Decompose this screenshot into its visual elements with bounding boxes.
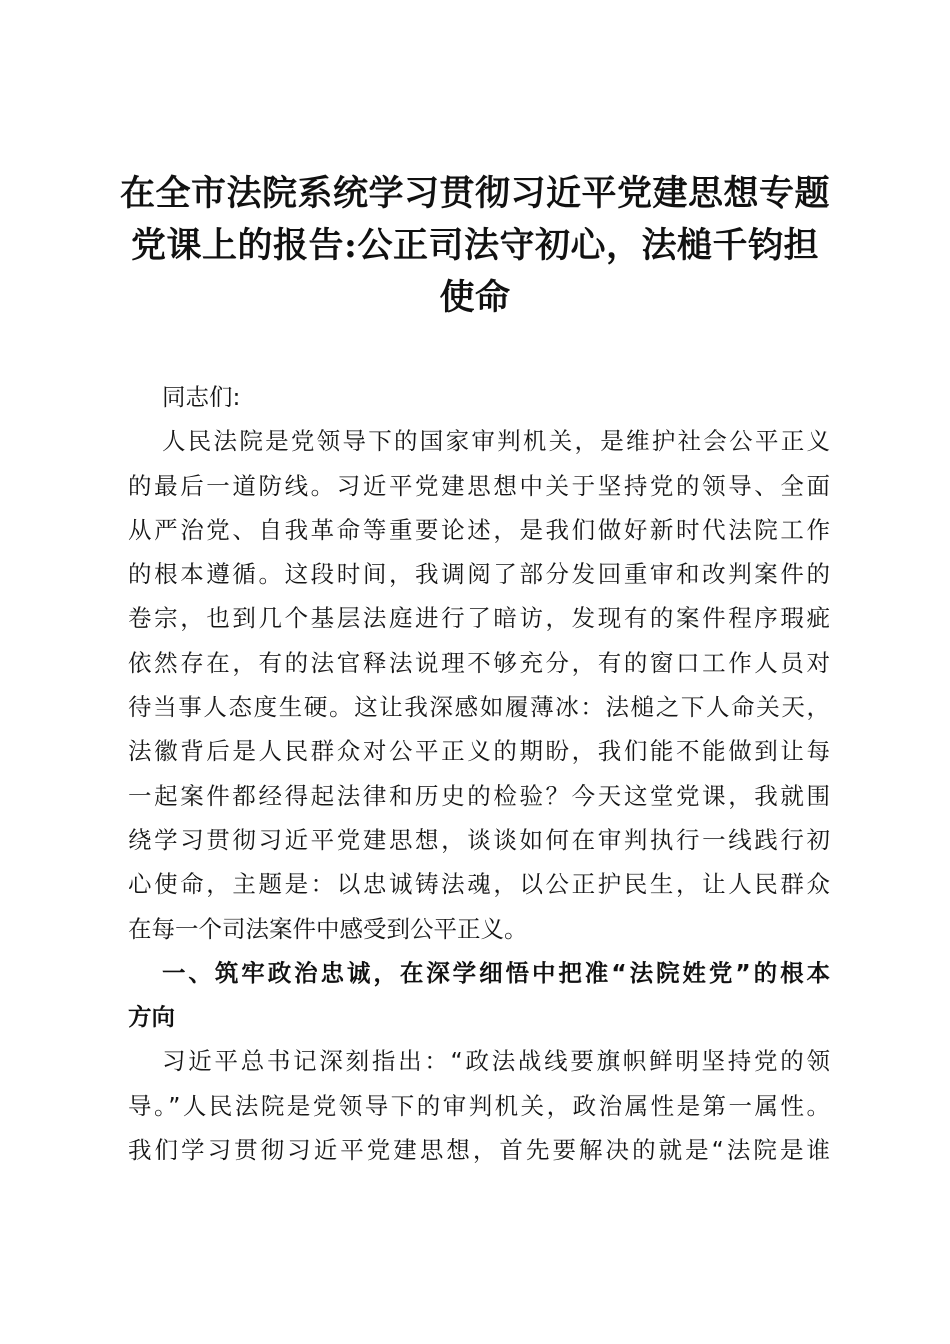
title-line: 在全市法院系统学习贯彻习近平党建思想专题 bbox=[119, 173, 830, 214]
text-line: 我们学习贯彻习近平党建思想，首先要解决的就是“法院是谁 bbox=[128, 1136, 830, 1165]
heading-line: 方向 bbox=[128, 1003, 175, 1032]
text-line: 的根本遵循。这段时间，我调阅了部分发回重审和改判案件的 bbox=[128, 560, 830, 589]
text-line: 在每一个司法案件中感受到公平正义。 bbox=[128, 914, 528, 943]
salutation bbox=[128, 375, 830, 419]
text-line: 导。”人民法院是党领导下的审判机关，政治属性是第一属性。 bbox=[128, 1091, 830, 1120]
title-line: 使命 bbox=[439, 277, 511, 318]
text-line: 绕学习贯彻习近平党建思想，谈谈如何在审判执行一线践行初 bbox=[128, 825, 830, 854]
text-line: 一起案件都经得起法律和历史的检验？今天这堂党课，我就围 bbox=[128, 781, 830, 810]
text-line: 的最后一道防线。习近平党建思想中关于坚持党的领导、全面 bbox=[128, 471, 830, 500]
salutation-line: 同志们: bbox=[162, 383, 241, 411]
document-title bbox=[110, 168, 840, 324]
paragraph-intro bbox=[128, 419, 830, 951]
heading-line: 一、筑牢政治忠诚，在深学细悟中把准“法院姓党”的根本 bbox=[162, 958, 830, 987]
title-line: 党课上的报告:公正司法守初心，法槌千钧担 bbox=[131, 225, 819, 266]
text-line: 从严治党、自我革命等重要论述，是我们做好新时代法院工作 bbox=[128, 515, 830, 544]
text-line: 法徽背后是人民群众对公平正义的期盼，我们能不能做到让每 bbox=[128, 737, 830, 766]
text-line: 人民法院是党领导下的国家审判机关，是维护社会公平正义 bbox=[162, 427, 830, 456]
document-body bbox=[128, 375, 830, 1172]
text-line: 习近平总书记深刻指出：“政法战线要旗帜鲜明坚持党的领 bbox=[162, 1047, 830, 1076]
text-line: 待当事人态度生硬。这让我深感如履薄冰：法槌之下人命关天， bbox=[128, 693, 830, 722]
text-line: 心使命，主题是：以忠诚铸法魂，以公正护民生，让人民群众 bbox=[128, 870, 830, 899]
text-line: 依然存在，有的法官释法说理不够充分，有的窗口工作人员对 bbox=[128, 648, 830, 677]
paragraph-section-1 bbox=[128, 1039, 830, 1172]
text-line: 卷宗，也到几个基层法庭进行了暗访，发现有的案件程序瑕疵 bbox=[128, 604, 830, 633]
section-heading-1 bbox=[128, 951, 830, 1040]
